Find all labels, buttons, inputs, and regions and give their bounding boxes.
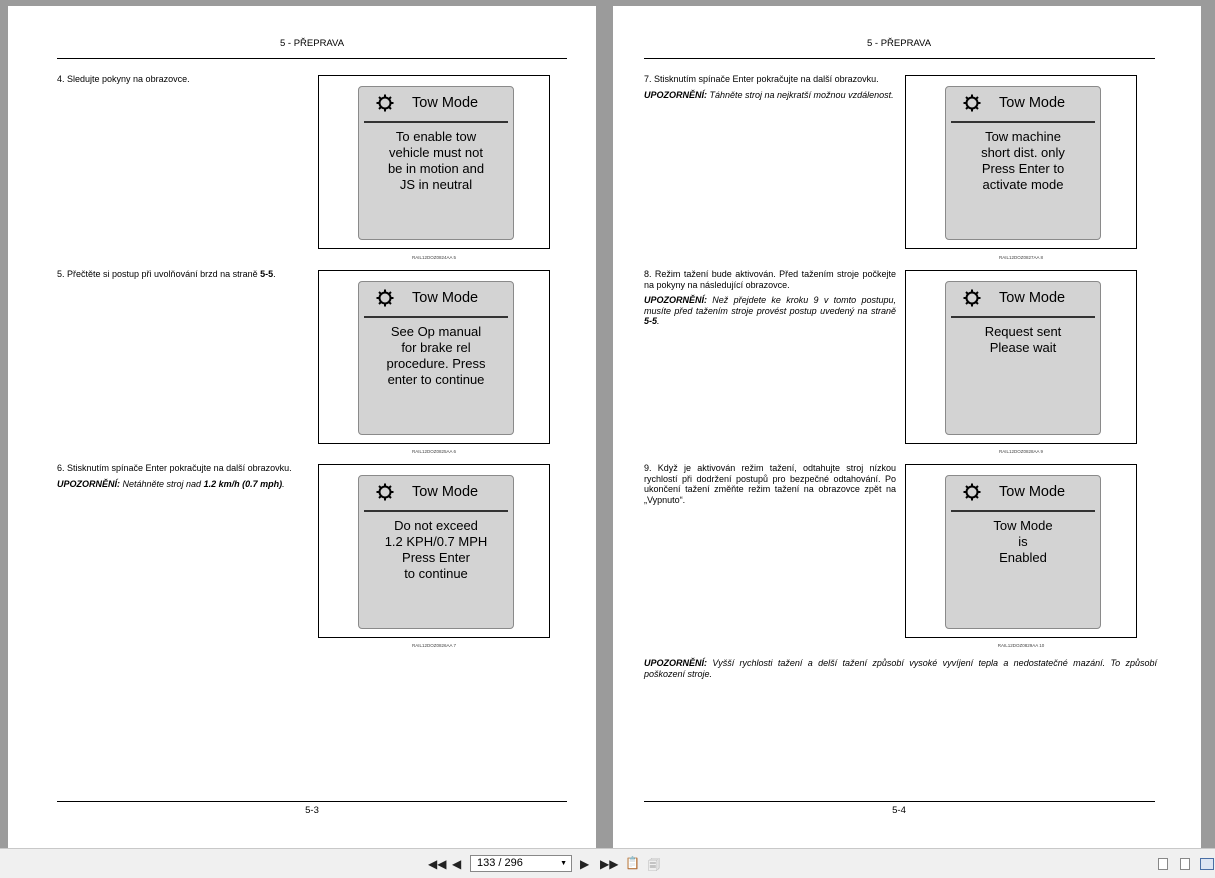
figure-caption: RAIL12DOZ0825AA 6: [411, 449, 457, 454]
page-reference: 5-5: [260, 269, 274, 279]
screen-divider: [364, 510, 508, 512]
first-page-icon[interactable]: ◀◀: [428, 857, 447, 871]
warning-body: Vyšší rychlosti tažení a delší tažení způsobí vysoké vyvíjení tepla a nedostatečné mazání. To způsobí poškození stroje.: [644, 658, 1157, 679]
step-4: [57, 74, 309, 85]
page-number: 5-4: [892, 805, 906, 816]
screen-title-text: Tow Mode: [999, 484, 1066, 500]
figure-7: [318, 464, 550, 638]
warning-label: UPOZORNĚNÍ:: [644, 295, 707, 305]
header-rule: [57, 58, 567, 59]
screen-title-text: Tow Mode: [412, 484, 479, 500]
display-screen: [945, 281, 1101, 435]
screen-message-line: To enable tow: [395, 129, 477, 144]
warning-label: UPOZORNĚNÍ:: [644, 89, 707, 100]
document-page-right: [613, 6, 1201, 848]
screen-message: [363, 129, 509, 193]
figure-caption: RAIL12DOZ0824AA 5: [411, 255, 457, 260]
screen-message-line: for brake rel: [401, 340, 471, 355]
step-text: 8. Režim tažení bude aktivován. Před tažením stroje počkejte na pokyny na následující obrazovce.: [644, 269, 896, 290]
single-page-view-icon[interactable]: [1158, 858, 1168, 870]
screen-message-line: be in motion and: [387, 161, 485, 176]
warning-body: Než přejdete ke kroku 9 v tomto postupu, musíte před tažením stroje provést postup uvedený na straně: [644, 295, 896, 316]
step-5: [57, 269, 309, 280]
display-screen: [945, 475, 1101, 629]
footer-rule: [57, 801, 567, 802]
gear-icon: [375, 288, 395, 308]
figure-5: [318, 75, 550, 249]
screen-message-line: See Op manual: [390, 324, 482, 339]
screen-message-line: JS in neutral: [399, 177, 473, 192]
facing-pages-view-icon[interactable]: [1200, 858, 1214, 870]
gear-icon: [962, 288, 982, 308]
step-text: [57, 269, 309, 280]
screen-message-line: is: [1018, 534, 1028, 549]
warning-label: UPOZORNĚNÍ:: [644, 658, 707, 668]
screen-message-line: vehicle must not: [389, 145, 483, 160]
figure-caption: RAIL12DOZ0828AA 9: [998, 449, 1044, 454]
screen-title-text: Tow Mode: [412, 95, 479, 111]
screen-message: [363, 324, 509, 388]
step-7: [644, 74, 896, 100]
screen-message-line: Tow Mode: [993, 518, 1053, 533]
screen-message-line: 1.2 KPH/0.7 MPH: [384, 534, 488, 549]
step-text: 4. Sledujte pokyny na obrazovce.: [57, 74, 190, 84]
warning-body: .: [657, 316, 660, 326]
display-screen: [358, 281, 514, 435]
step-text: 6. Stisknutím spínače Enter pokračujte na další obrazovku.: [57, 463, 292, 473]
continuous-view-icon[interactable]: [1180, 858, 1190, 870]
screen-message-line: Do not exceed: [394, 518, 478, 533]
step-text-part: 5. Přečtěte si postup při uvolňování brzd na straně: [57, 269, 261, 279]
page-number: 5-3: [305, 805, 319, 816]
screen-message-line: Tow machine: [985, 129, 1061, 144]
footer-rule: [644, 801, 1155, 802]
figure-10: [905, 464, 1137, 638]
screen-message-line: Press Enter: [402, 550, 470, 565]
step-text-part: .: [273, 269, 276, 279]
figure-9: [905, 270, 1137, 444]
screen-message-line: activate mode: [982, 177, 1064, 192]
gear-icon: [962, 93, 982, 113]
screen-message-line: to continue: [404, 566, 468, 581]
screen-message-line: Please wait: [989, 340, 1057, 355]
screen-message-line: Press Enter to: [981, 161, 1065, 176]
warning-label: UPOZORNĚNÍ:: [57, 478, 120, 489]
display-screen: [945, 86, 1101, 240]
screen-message: [363, 518, 509, 582]
gear-icon: [962, 482, 982, 502]
previous-page-icon[interactable]: ◀: [452, 857, 462, 871]
page-indicator: 133 / 296: [477, 857, 523, 869]
warning-text: [644, 90, 896, 101]
screen-message-line: procedure. Press: [386, 356, 486, 371]
next-page-icon[interactable]: ▶: [580, 857, 590, 871]
last-page-icon[interactable]: ▶▶: [600, 857, 619, 871]
document-page-left: [8, 6, 596, 848]
page-header: 5 - PŘEPRAVA: [279, 38, 345, 49]
screen-message-line: enter to continue: [387, 372, 485, 387]
screen-title-text: Tow Mode: [412, 290, 479, 306]
page-header: 5 - PŘEPRAVA: [866, 38, 932, 49]
gear-icon: [375, 93, 395, 113]
speed-limit: 1.2 km/h (0.7 mph): [203, 478, 283, 489]
figure-8: [905, 75, 1137, 249]
chevron-down-icon[interactable]: ▼: [560, 860, 567, 867]
page-number-input[interactable]: [470, 855, 572, 872]
header-rule: [644, 58, 1155, 59]
step-9: [644, 463, 896, 505]
screen-divider: [951, 121, 1095, 123]
gear-icon: [375, 482, 395, 502]
screen-divider: [951, 510, 1095, 512]
warning-text: [644, 295, 896, 327]
screen-message: [950, 324, 1096, 356]
previous-view-icon[interactable]: 📋: [625, 856, 640, 870]
screen-divider: [364, 121, 508, 123]
screen-message-line: Enabled: [999, 550, 1047, 565]
display-screen: [358, 475, 514, 629]
figure-caption: RAIL12DOZ0827AA 8: [998, 255, 1044, 260]
step-8: [644, 269, 896, 327]
figure-caption: RAIL12DOZ0826AA 7: [411, 643, 457, 648]
step-text: 9. Když je aktivován režim tažení, odtahujte stroj nízkou rychlostí při dodržení postupů pro bezpečné odtahování. Po ukončení tažení změňte režim tažení na obrazovce zpět na „Vypnuto“.: [644, 463, 896, 505]
screen-message: [950, 129, 1096, 193]
next-view-icon[interactable]: 🗐: [648, 858, 660, 872]
step-text: 7. Stisknutím spínače Enter pokračujte na další obrazovku.: [644, 74, 879, 84]
warning-body: Táhněte stroj na nejkratší možnou vzdálenost.: [707, 89, 894, 100]
screen-title-text: Tow Mode: [999, 290, 1066, 306]
warning-body: Netáhněte stroj nad: [120, 478, 204, 489]
screen-message: [950, 518, 1096, 566]
figure-caption: RAIL12DOZ0829AA 10: [997, 643, 1045, 648]
screen-message-line: Request sent: [984, 324, 1062, 339]
screen-divider: [364, 316, 508, 318]
display-screen: [358, 86, 514, 240]
bottom-warning-note: [644, 658, 1157, 679]
figure-6: [318, 270, 550, 444]
screen-title-text: Tow Mode: [999, 95, 1066, 111]
viewer-toolbar: [0, 848, 1215, 878]
screen-message-line: short dist. only: [981, 145, 1065, 160]
step-6: [57, 463, 309, 489]
warning-text: [57, 479, 309, 490]
screen-divider: [951, 316, 1095, 318]
warning-body: .: [282, 478, 285, 489]
page-reference: 5-5: [644, 316, 658, 326]
